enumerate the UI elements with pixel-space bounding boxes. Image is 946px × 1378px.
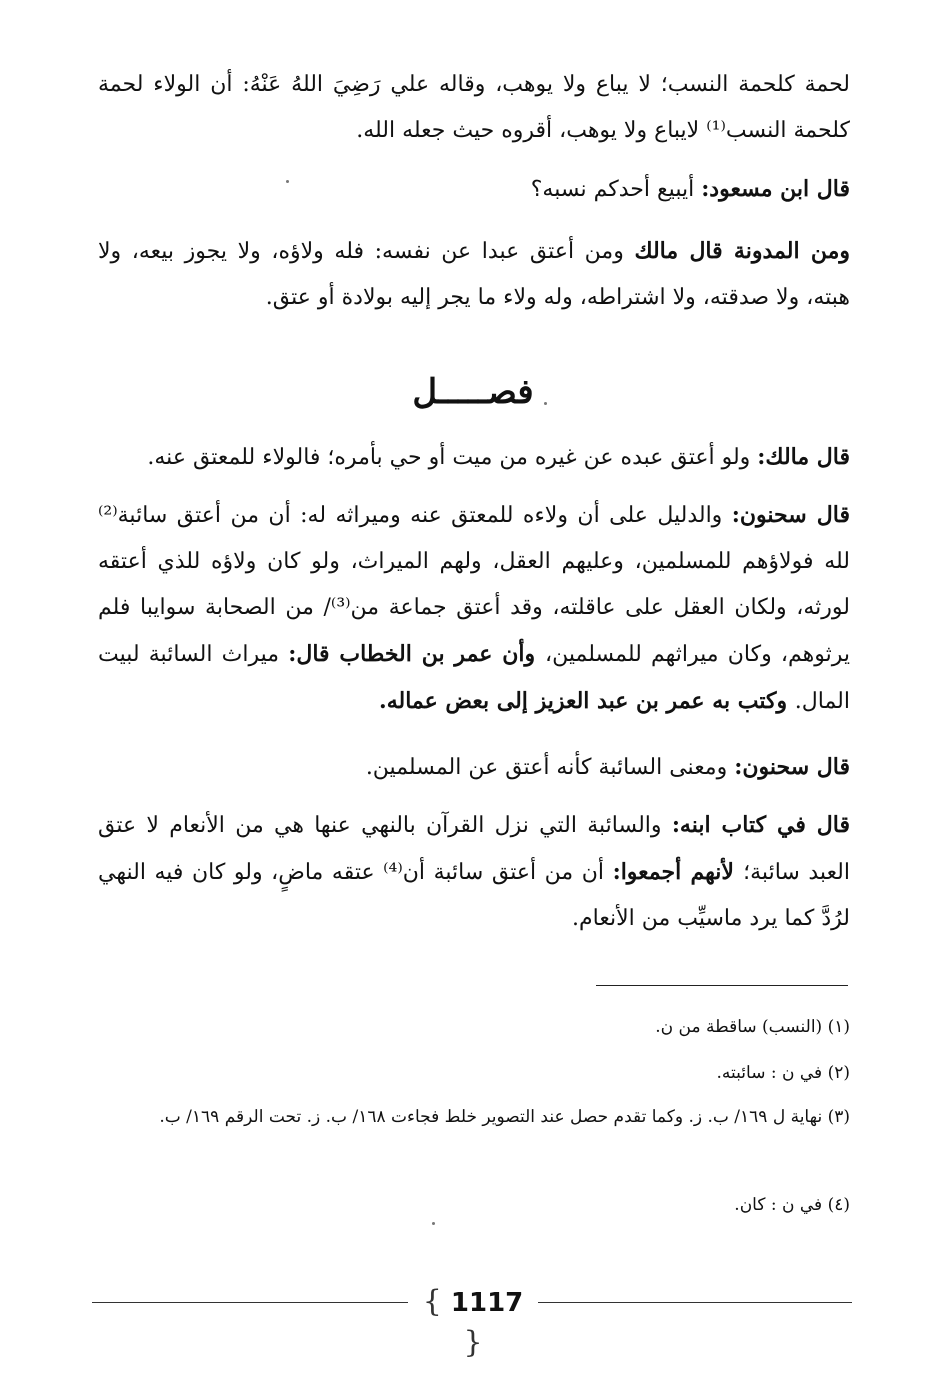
paragraph-1 — [98, 62, 850, 154]
page-number-rule-left — [92, 1302, 408, 1303]
footnote-1: (١) (النسب) ساقطة من ن. — [655, 1017, 850, 1037]
paragraph-5-bold-umar: وأن عمر بن الخطاب قال: — [288, 641, 545, 667]
footnote-4: (٤) في ن : كان. — [734, 1195, 850, 1215]
paragraph-5 — [98, 492, 850, 725]
page-number-text: 1117 — [450, 1288, 524, 1318]
paragraph-7-bold: لأنهم أجمعوا: — [612, 859, 744, 885]
paragraph-4 — [98, 434, 850, 481]
speaker-ibn-masud: قال ابن مسعود: — [701, 176, 850, 202]
section-heading-text: فصـــــل — [412, 372, 534, 412]
paragraph-3-text: ومن أعتق عبدا عن نفسه: فله ولاؤه، ولا يجوز بيعه، ولا هبته، ولا صدقته، ولا اشتراطه، وله ولاء ما يجر إليه بولادة أو عتق. — [98, 239, 850, 310]
page-number — [411, 1282, 535, 1360]
scan-speck — [432, 1222, 435, 1225]
section-heading — [0, 372, 946, 412]
paragraph-5-text-2: ميراث السائبة لبيت المال. — [98, 642, 850, 714]
paragraph-4-text: ولو أعتق عبده عن غيره من ميت أو حي بأمره؛ فالولاء للمعتق عنه. — [147, 445, 758, 470]
source-mudawwana-malik: ومن المدونة قال مالك — [634, 238, 850, 264]
paragraph-7-text-2: أن من أعتق سائبة أن⁽⁴⁾ عتقه ماضٍ، ولو كان فيه النهي لرُدَّ كما يرد ماسيِّب من الأنعام. — [98, 860, 850, 931]
paragraph-2 — [98, 166, 850, 213]
paragraph-2-text: أيبيع أحدكم نسبه؟ — [530, 177, 702, 202]
paragraph-7-text: والسائبة التي نزل القرآن بالنهي عنها هي من الأنعام لا عتق العبد سائبة؛ — [98, 813, 851, 885]
scan-speck — [544, 402, 547, 405]
footnote-3: (٣) نهاية ل ١٦٩/ ب. ز. وكما تقدم حصل عند التصوير خلط فجاءت ١٦٨/ ب. ز. تحت الرقم ١٦٩/ ب. — [159, 1107, 850, 1127]
paragraph-5-text: والدليل على أن ولاءه للمعتق عنه وميراثه له: أن من أعتق سائبة⁽²⁾ لله فولاؤهم للمسلمين، وعليهم العقل، ولهم الميراث، ولو كان ولاؤه للذي أعتقه لورثه، ولكان العقل على عاقلته، وقد أعتق جماعة من⁽³⁾/ من الصحابة سوايبا فلم يرثوهم، وكان ميراثهم للمسلمين، — [98, 503, 850, 667]
paragraph-7 — [98, 802, 850, 942]
paragraph-5-bold-umar-abdulaziz: وكتب به عمر بن عبد العزيز إلى بعض عماله. — [379, 688, 795, 714]
speaker-sahnun: قال سحنون: — [731, 502, 850, 528]
paragraph-1-text: لحمة كلحمة النسب؛ لا يباع ولا يوهب، وقاله علي رَضِيَ اللهُ عَنْهُ: أن الولاء لحمة كلحمة النسب⁽¹⁾ لايباع ولا يوهب، أقروه حيث جعله الله. — [98, 72, 850, 143]
paragraph-6 — [98, 744, 850, 791]
source-kitab-ibnih: قال في كتاب ابنه: — [671, 812, 850, 838]
paragraph-3 — [98, 228, 850, 321]
speaker-malik: قال مالك: — [757, 444, 850, 470]
speaker-sahnun-2: قال سحنون: — [734, 754, 850, 780]
page-number-rule-right — [538, 1302, 852, 1303]
page-number-bracket-close: } — [463, 1325, 483, 1360]
footnote-separator — [596, 985, 848, 986]
paragraph-6-text: ومعنى السائبة كأنه أعتق عن المسلمين. — [365, 755, 735, 780]
page-number-bracket-open: { — [422, 1284, 442, 1319]
scan-speck — [286, 180, 289, 183]
footnote-2: (٢) في ن : سائبته. — [716, 1063, 850, 1083]
